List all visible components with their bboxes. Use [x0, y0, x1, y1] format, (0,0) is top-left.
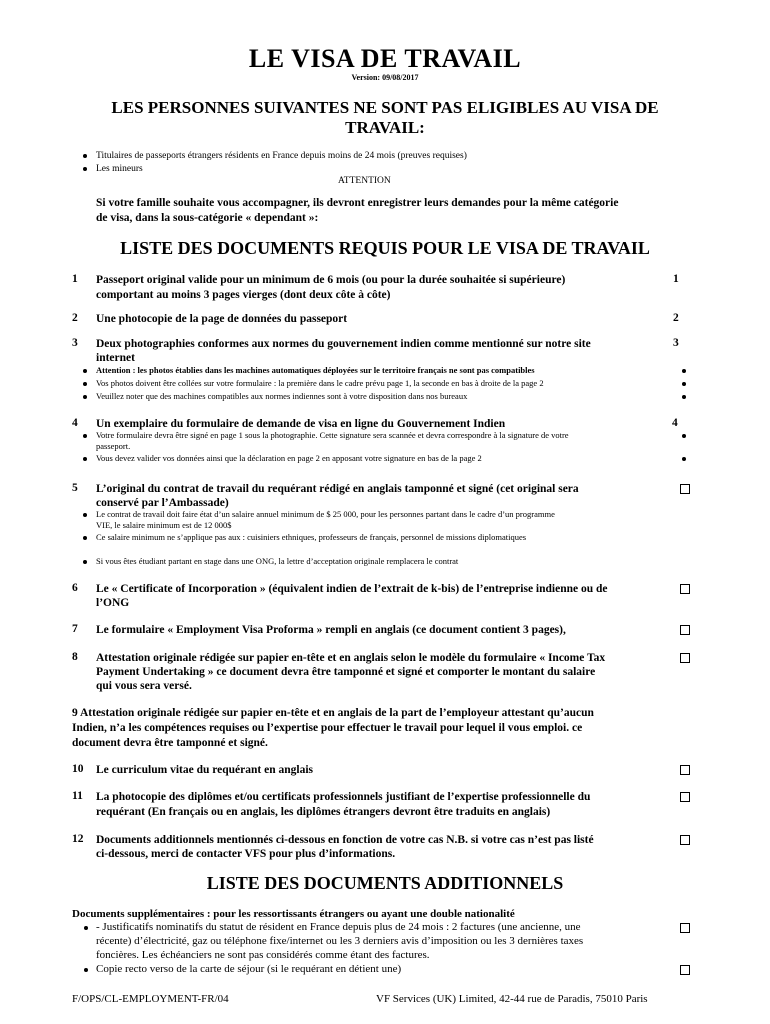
ineligible-item: Titulaires de passeports étrangers résidents en France depuis moins de 24 mois (preuves requises) — [96, 151, 467, 161]
additional-item: Copie recto verso de la carte de séjour (si le requérant en détient une) — [96, 963, 402, 975]
item-4-page-ref: 4 — [672, 417, 678, 429]
bullet-icon — [83, 536, 87, 540]
bullet-icon — [83, 154, 87, 158]
item-7-line1: Le formulaire « Employment Visa Proforma » rempli en anglais (ce document contient 3 pages), — [96, 624, 566, 636]
additional-item-line2: récente) d’électricité, gaz ou téléphone fixe/internet ou les 3 derniers avis d’imposition ou les 3 dernières taxes — [96, 935, 584, 947]
item-2-line1: Une photocopie de la page de données du passeport — [96, 313, 348, 325]
item-4-sub: Votre formulaire devra être signé en page 1 sous la photographie. Cette signature sera scannée et devra correspondre à la signature de votre — [96, 430, 569, 440]
checkbox-icon[interactable] — [680, 765, 690, 775]
item-9-line3: document devra être tamponné et signé. — [72, 737, 268, 749]
item-4-sub: Vous devez valider vos données ainsi que la déclaration en page 2 en apposant votre signature en bas de la page 2 — [96, 453, 482, 463]
ineligible-heading-line1: LES PERSONNES SUIVANTES NE SONT PAS ELIGIBLES AU VISA DE — [111, 98, 659, 117]
family-note-line1: Si votre famille souhaite vous accompagner, ils devront enregistrer leurs demandes pour la même catégorie — [96, 197, 619, 209]
attention-label: ATTENTION — [338, 176, 391, 186]
additional-item-line3: foncières. Les échéanciers ne sont pas considérés comme étant des factures. — [96, 949, 430, 961]
item-5-sub: Si vous êtes étudiant partant en stage dans une ONG, la lettre d’acceptation originale remplacera le contrat — [96, 556, 459, 566]
item-6-line1: Le « Certificate of Incorporation » (équivalent indien de l’extrait de k-bis) de l’entreprise indienne ou de — [96, 583, 608, 595]
item-number: 5 — [72, 482, 78, 494]
footer-reference: F/OPS/CL-EMPLOYMENT-FR/04 — [72, 993, 229, 1005]
item-12-line2: ci-dessous, merci de contacter VFS pour plus d’informations. — [96, 848, 396, 860]
item-11-line2: requérant (En français ou en anglais, les diplômes étrangers devront être traduits en anglais) — [96, 806, 551, 818]
item-5-sub-cont: VIE, le salaire minimum est de 12 000$ — [96, 520, 232, 530]
item-5-line1: L’original du contrat de travail du requérant rédigé en anglais tamponné et signé (cet original sera — [96, 483, 579, 495]
item-3-line1: Deux photographies conformes aux normes du gouvernement indien comme mentionné sur notre site — [96, 338, 591, 350]
item-1-page-ref: 1 — [673, 273, 679, 285]
item-8-line1: Attestation originale rédigée sur papier en-tête et en anglais selon le modèle du formulaire « Income Tax — [96, 652, 606, 664]
item-5-sub: Ce salaire minimum ne s’applique pas aux : cuisiniers ethniques, professeurs de français, personnel de missions diplomatiques — [96, 532, 527, 542]
item-4-line1: Un exemplaire du formulaire de demande de visa en ligne du Gouvernement Indien — [96, 418, 506, 430]
item-number: 2 — [72, 312, 78, 324]
item-5-sub: Le contrat de travail doit faire état d’un salaire annuel minimum de $ 25 000, pour les personnes partant dans le cadre d’un programme — [96, 509, 555, 519]
bullet-icon — [83, 382, 87, 386]
bullet-icon — [83, 560, 87, 564]
item-11-line1: La photocopie des diplômes et/ou certificats professionnels justifiant de l’expertise professionnelle du — [96, 791, 591, 803]
checkbox-icon[interactable] — [680, 625, 690, 635]
item-12-line1: Documents additionnels mentionnés ci-dessous en fonction de votre cas N.B. si votre cas n’est pas listé — [96, 834, 594, 846]
bullet-icon — [83, 167, 87, 171]
bullet-icon — [83, 395, 87, 399]
item-3-line2: internet — [96, 352, 135, 364]
checkbox-icon[interactable] — [680, 923, 690, 933]
item-3-sub: Vos photos doivent être collées sur votre formulaire : la première dans le cadre prévu page 1, la seconde en bas à droite de la page 2 — [96, 378, 544, 388]
additional-item-line1: - Justificatifs nominatifs du statut de résident en France depuis plus de 24 mois : 2 factures (une ancienne, une — [96, 921, 581, 933]
checkbox-icon[interactable] — [680, 653, 690, 663]
checkbox-icon[interactable] — [680, 835, 690, 845]
ineligible-item: Les mineurs — [96, 164, 143, 174]
ineligible-heading-line2: TRAVAIL: — [345, 118, 425, 137]
item-number: 6 — [72, 582, 78, 594]
item-10-line1: Le curriculum vitae du requérant en anglais — [96, 764, 314, 776]
bullet-icon — [84, 926, 88, 930]
additional-docs-subheading: Documents supplémentaires : pour les ressortissants étrangers ou ayant une double nationalité — [72, 908, 515, 920]
item-3-sub: Veuillez noter que des machines compatibles aux normes indiennes sont à votre disposition dans nos bureaux — [96, 391, 468, 401]
required-docs-heading: LISTE DES DOCUMENTS REQUIS POUR LE VISA DE TRAVAIL — [120, 238, 650, 258]
bullet-icon — [83, 369, 87, 373]
item-9-line2: Indien, n’a les compétences requises ou l’expertise pour effectuer le travail pour lequel il vous emploi. ce — [72, 722, 583, 734]
additional-docs-heading: LISTE DES DOCUMENTS ADDITIONNELS — [206, 873, 564, 893]
item-number: 1 — [72, 273, 78, 285]
item-3-page-ref: 3 — [673, 337, 679, 349]
bullet-icon — [682, 457, 686, 461]
item-number: 7 — [72, 623, 78, 635]
item-8-line3: qui vous sera versé. — [96, 680, 192, 692]
checkbox-icon[interactable] — [680, 792, 690, 802]
item-4-sub-cont: passeport. — [96, 441, 131, 451]
version-label: Version: 09/08/2017 — [351, 73, 419, 82]
item-6-line2: l’ONG — [96, 597, 130, 609]
bullet-icon — [682, 369, 686, 373]
item-3-sub: Attention : les photos établies dans les machines automatiques déployées sur le territoire français ne sont pas compatibles — [96, 365, 535, 375]
bullet-icon — [84, 968, 88, 972]
bullet-icon — [682, 382, 686, 386]
item-number: 3 — [72, 337, 78, 349]
bullet-icon — [83, 513, 87, 517]
document-title: LE VISA DE TRAVAIL — [248, 44, 522, 73]
checkbox-icon[interactable] — [680, 484, 690, 494]
bullet-icon — [682, 434, 686, 438]
item-number: 10 — [72, 763, 84, 775]
item-1-line2: comportant au moins 3 pages vierges (dont deux côte à côte) — [96, 289, 391, 301]
item-1-line1: Passeport original valide pour un minimum de 6 mois (ou pour la durée souhaitée si supérieure) — [96, 274, 566, 286]
item-number: 12 — [72, 833, 84, 845]
item-5-line2: conservé par l’Ambassade) — [96, 497, 229, 509]
bullet-icon — [682, 395, 686, 399]
checkbox-icon[interactable] — [680, 584, 690, 594]
bullet-icon — [83, 457, 87, 461]
item-2-page-ref: 2 — [673, 312, 679, 324]
checkbox-icon[interactable] — [680, 965, 690, 975]
item-9-line1: 9 Attestation originale rédigée sur papier en-tête et en anglais de la part de l’employeur attestant qu’aucun — [72, 707, 594, 719]
item-number: 4 — [72, 417, 78, 429]
bullet-icon — [83, 434, 87, 438]
item-number: 11 — [72, 790, 83, 802]
family-note-line2: de visa, dans la sous-catégorie « dependant »: — [96, 212, 319, 224]
footer-address: VF Services (UK) Limited, 42-44 rue de Paradis, 75010 Paris — [376, 993, 648, 1005]
item-number: 8 — [72, 651, 78, 663]
item-8-line2: Payment Undertaking » ce document devra être tamponné et signé et comporter le montant du salaire — [96, 666, 596, 678]
